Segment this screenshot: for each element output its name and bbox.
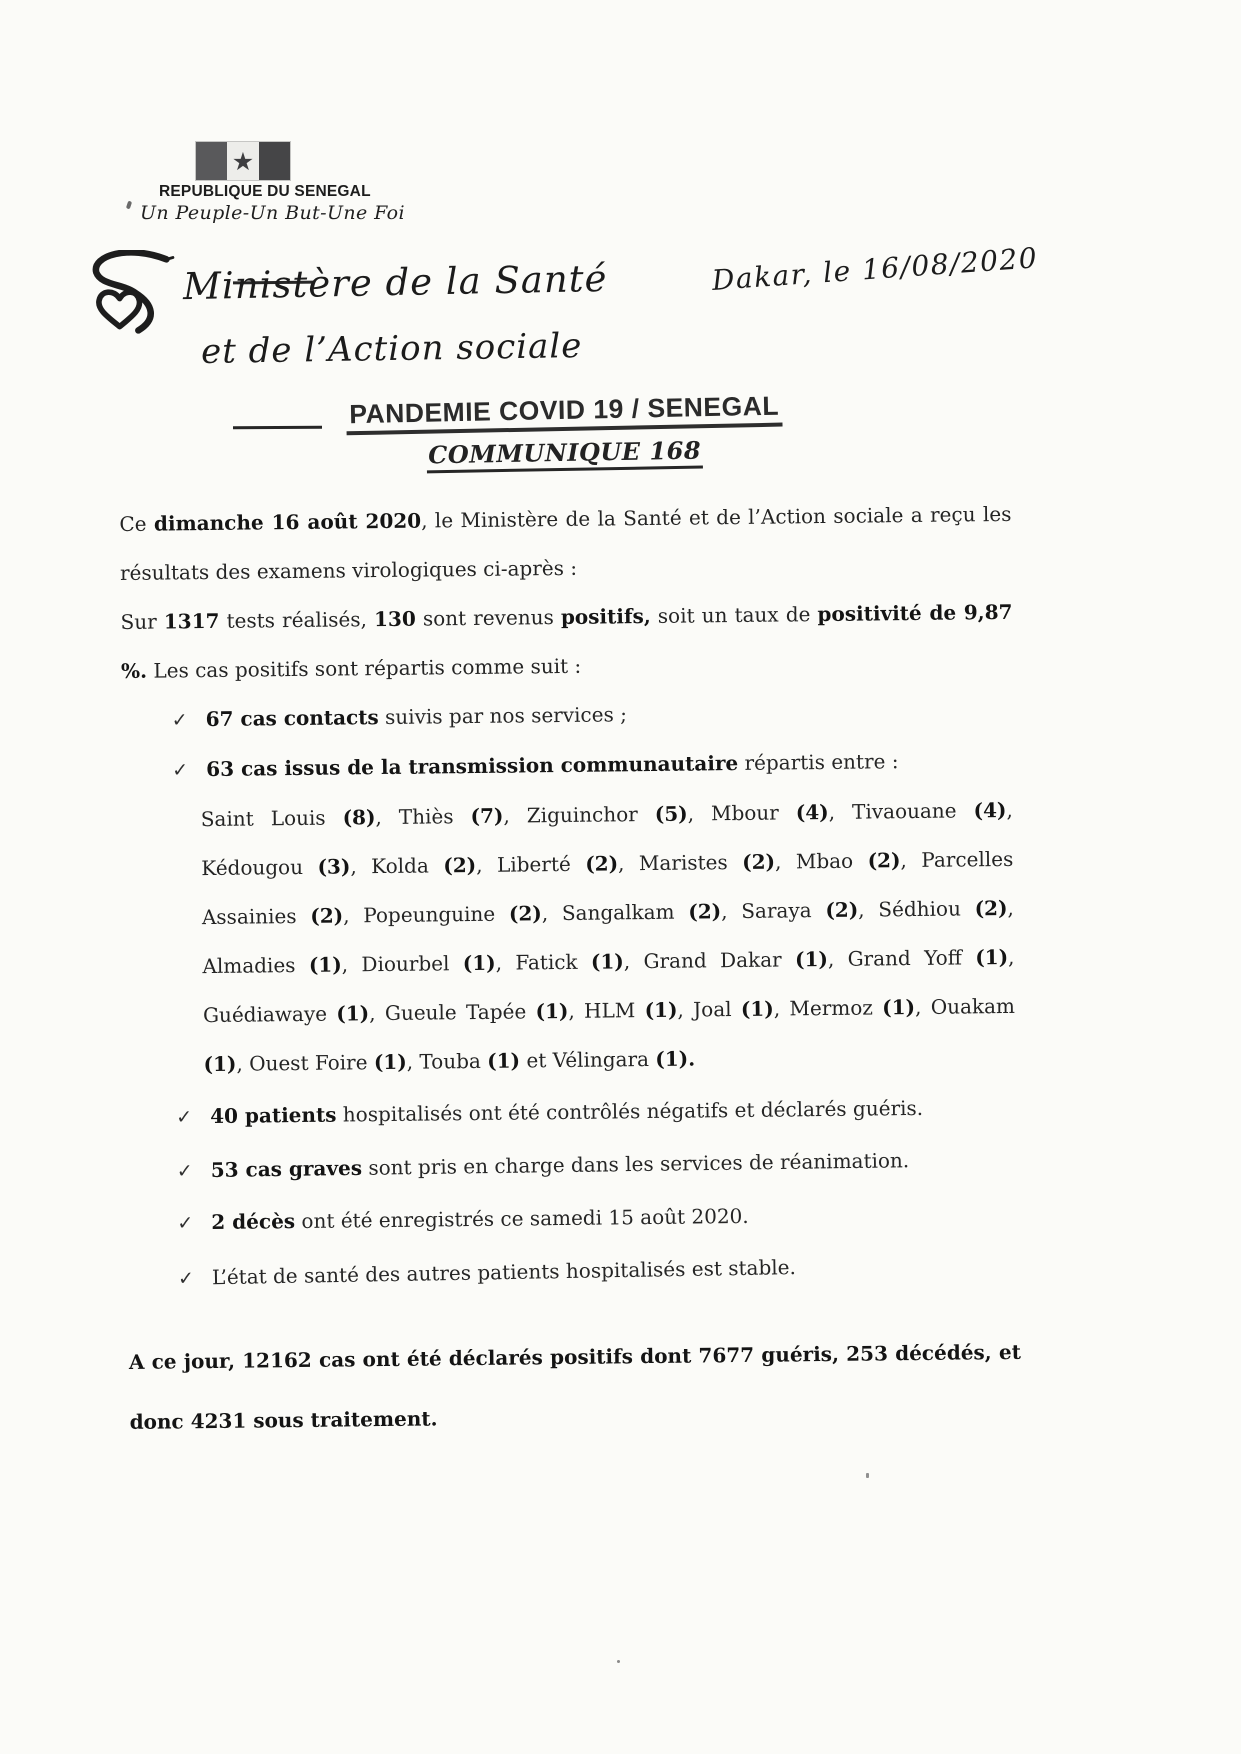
republic-label: REPUBLIQUE DU SENEGAL — [159, 183, 371, 200]
flag-band-middle — [227, 142, 258, 180]
check-icon: ✓ — [176, 1106, 193, 1129]
dateline: Dakar, le 16/08/2020 — [710, 241, 1040, 297]
check-icon: ✓ — [177, 1267, 195, 1290]
bullet-text: L’état de santé des autres patients hospitalisés est stable. — [211, 1255, 797, 1290]
bullet-deaths — [127, 1189, 1020, 1249]
scan-artifact — [126, 201, 132, 210]
intro-paragraph: Ce dimanche 16 août 2020, le Ministère de la Santé et de l’Action sociale a reçu les résultats des examens virologiques ci-après : — [119, 501, 1012, 585]
bullet-text: 2 décès ont été enregistrés ce samedi 15 août 2020. — [211, 1203, 749, 1234]
check-icon: ✓ — [176, 1160, 193, 1183]
bullet-stable-patients — [128, 1239, 1021, 1305]
scan-artifact — [866, 1473, 869, 1478]
check-icon: ✓ — [177, 1212, 194, 1235]
bullet-text: 63 cas issus de la transmission communautaire répartis entre : — [206, 749, 899, 782]
flag-band-right — [259, 142, 290, 180]
ministry-name-line1: Ministère de la Santé — [182, 256, 608, 309]
bullet-recovered-patients — [126, 1083, 1019, 1143]
communique-number: COMMUNIQUE 168 — [118, 427, 1010, 479]
senegal-flag — [196, 142, 290, 180]
communique-title: PANDEMIE COVID 19 / SENEGAL — [118, 384, 1011, 436]
flag-star-icon: ★ — [231, 147, 255, 176]
check-icon: ✓ — [172, 759, 189, 782]
check-icon: ✓ — [171, 709, 188, 732]
cumulative-summary-paragraph: A ce jour, 12162 cas ont été déclarés positifs dont 7677 guéris, 253 décédés, et donc 4231 sous traitement. — [128, 1339, 1022, 1434]
flag-band-left — [196, 142, 227, 180]
test-results-paragraph: Sur 1317 tests réalisés, 130 sont revenus positifs, soit un taux de positivité de 9,87 %. Les cas positifs sont répartis comme suit : — [120, 599, 1013, 683]
bullet-severe-cases — [126, 1135, 1019, 1197]
scan-artifact — [617, 1660, 620, 1663]
national-motto: Un Peuple-Un But-Une Foi — [140, 202, 405, 224]
communique-body — [118, 388, 1022, 1452]
bullet-text: 40 patients hospitalisés ont été contrôlés négatifs et déclarés guéris. — [210, 1095, 924, 1128]
bullet-text: 67 cas contacts suivis par nos services ; — [205, 702, 628, 732]
ministry-logo-icon — [82, 250, 176, 336]
locations-paragraph: Saint Louis (8), Thiès (7), Ziguinchor (5), Mbour (4), Tivaouane (4), Kédougou (3), Kolda (2), Liberté (2), Maristes (2), Mbao (2), Parcelles Assainies (2), Popeunguine (2), Sangalkam (2), Saraya (2), Sédhiou (2), Almadies (1), Diourbel (1), Fatick (1), Grand Dakar (1), Grand Yoff (1), Guédiawaye (1), Gueule Tapée (1), HLM (1), Joal (1), Mermoz (1), Ouakam (1), Ouest Foire (1), Touba (1) et Vélingara (1). — [200, 797, 1016, 1077]
ministry-name-line2: et de l’Action sociale — [200, 326, 583, 372]
bullet-text: 53 cas graves sont pris en charge dans les services de réanimation. — [210, 1148, 910, 1182]
